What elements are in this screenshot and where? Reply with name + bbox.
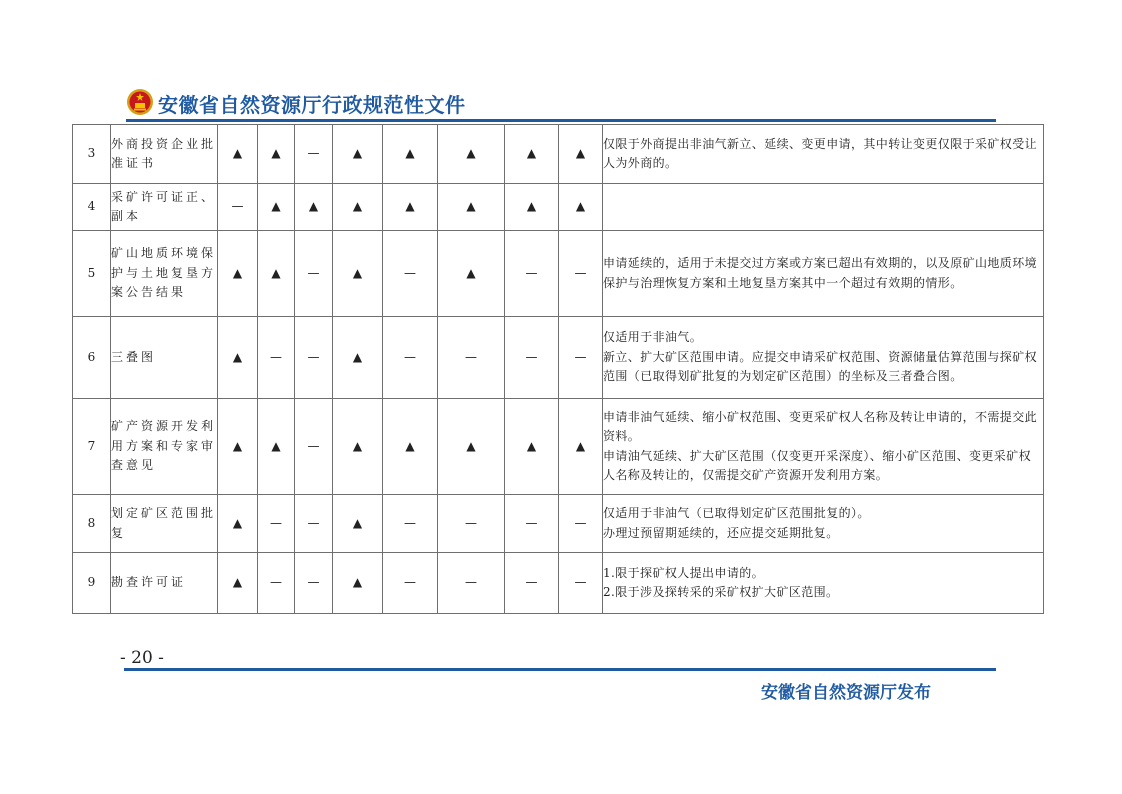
required-mark: ▲ [505, 184, 559, 231]
required-mark: ▲ [505, 125, 559, 184]
remark-line: 仅限于外商提出非油气新立、延续、变更申请，其中转让变更仅限于采矿权受让人为外商的。 [603, 136, 1038, 170]
not-required-mark: — [559, 317, 603, 399]
not-required-mark: — [438, 317, 505, 399]
page-number: - 20 - [120, 648, 164, 668]
required-mark: ▲ [383, 184, 438, 231]
table-body [73, 125, 1044, 614]
document-name: 三叠图 [111, 317, 218, 399]
row-index: 3 [73, 125, 111, 184]
required-mark: ▲ [383, 399, 438, 495]
document-title: 安徽省自然资源厅行政规范性文件 [158, 93, 466, 117]
required-mark: ▲ [559, 399, 603, 495]
required-mark: ▲ [258, 184, 295, 231]
required-mark: ▲ [383, 125, 438, 184]
not-required-mark: — [559, 231, 603, 317]
required-mark: ▲ [218, 553, 258, 614]
row-index: 9 [73, 553, 111, 614]
remark-line: 申请油气延续、扩大矿区范围（仅变更开采深度）、缩小矿区范围、变更采矿权人名称及转让的，仅需提交矿产资源开发利用方案。 [603, 448, 1032, 482]
not-required-mark: — [258, 317, 295, 399]
required-mark: ▲ [333, 399, 383, 495]
table-row [73, 184, 1044, 231]
remarks-cell [603, 317, 1044, 399]
remark-line: 仅适用于非油气（已取得划定矿区范围批复的）。 [603, 506, 870, 520]
not-required-mark: — [295, 317, 333, 399]
remarks-cell [603, 399, 1044, 495]
not-required-mark: — [505, 231, 559, 317]
not-required-mark: — [295, 553, 333, 614]
required-mark: ▲ [333, 231, 383, 317]
required-mark: ▲ [559, 184, 603, 231]
required-mark: ▲ [258, 399, 295, 495]
required-mark: ▲ [218, 399, 258, 495]
header-divider [126, 119, 996, 122]
required-mark: ▲ [333, 125, 383, 184]
required-mark: ▲ [333, 495, 383, 553]
required-mark: ▲ [218, 125, 258, 184]
not-required-mark: — [258, 495, 295, 553]
not-required-mark: — [295, 399, 333, 495]
table-row [73, 317, 1044, 399]
remarks-cell [603, 125, 1044, 184]
row-index: 5 [73, 231, 111, 317]
remark-line: 申请延续的，适用于未提交过方案或方案已超出有效期的，以及原矿山地质环境保护与治理恢复方案和土地复垦方案其中一个超过有效期的情形。 [603, 256, 1038, 290]
not-required-mark: — [559, 495, 603, 553]
not-required-mark: — [383, 231, 438, 317]
not-required-mark: — [383, 553, 438, 614]
document-name: 矿山地质环境保护与土地复垦方案公告结果 [111, 231, 218, 317]
national-emblem-icon [126, 88, 154, 116]
document-name: 矿产资源开发利用方案和专家审查意见 [111, 399, 218, 495]
remarks-cell [603, 553, 1044, 614]
required-mark: ▲ [438, 125, 505, 184]
footer-divider [124, 668, 996, 671]
remark-line: 新立、扩大矿区范围申请。应提交申请采矿权范围、资源储量估算范围与探矿权范围（已取得划矿批复的为划定矿区范围）的坐标及三者叠合图。 [603, 349, 1038, 384]
not-required-mark: — [438, 495, 505, 553]
required-mark: ▲ [438, 231, 505, 317]
remark-line: 仅适用于非油气。 [603, 330, 703, 345]
not-required-mark: — [218, 184, 258, 231]
row-index: 7 [73, 399, 111, 495]
not-required-mark: — [383, 317, 438, 399]
not-required-mark: — [258, 553, 295, 614]
required-mark: ▲ [438, 399, 505, 495]
required-mark: ▲ [333, 184, 383, 231]
remark-line: 办理过预留期延续的，还应提交延期批复。 [603, 525, 839, 540]
required-mark: ▲ [333, 553, 383, 614]
required-mark: ▲ [218, 231, 258, 317]
not-required-mark: — [295, 231, 333, 317]
remark-line: 申请非油气延续、缩小矿权范围、变更采矿权人名称及转让申请的，不需提交此资料。 [603, 409, 1038, 443]
required-mark: ▲ [218, 495, 258, 553]
row-index: 4 [73, 184, 111, 231]
required-mark: ▲ [438, 184, 505, 231]
not-required-mark: — [438, 553, 505, 614]
required-mark: ▲ [505, 399, 559, 495]
not-required-mark: — [559, 553, 603, 614]
required-mark: ▲ [333, 317, 383, 399]
not-required-mark: — [505, 317, 559, 399]
table-row [73, 399, 1044, 495]
table-row [73, 231, 1044, 317]
not-required-mark: — [505, 553, 559, 614]
remarks-cell [603, 184, 1044, 231]
row-index: 8 [73, 495, 111, 553]
required-mark: ▲ [559, 125, 603, 184]
remarks-cell [603, 495, 1044, 553]
not-required-mark: — [505, 495, 559, 553]
document-name: 外商投资企业批准证书 [111, 125, 218, 184]
table-row [73, 553, 1044, 614]
required-mark: ▲ [258, 231, 295, 317]
required-mark: ▲ [258, 125, 295, 184]
document-name: 采矿许可证正、副本 [111, 184, 218, 231]
not-required-mark: — [295, 495, 333, 553]
row-index: 6 [73, 317, 111, 399]
document-name: 勘查许可证 [111, 553, 218, 614]
requirements-table [72, 124, 1044, 614]
table-row [73, 125, 1044, 184]
required-mark: ▲ [218, 317, 258, 399]
remark-line: 2.限于涉及探转采的采矿权扩大矿区范围。 [603, 585, 839, 599]
required-mark: ▲ [295, 184, 333, 231]
table-row [73, 495, 1044, 553]
document-name: 划定矿区范围批复 [111, 495, 218, 553]
publisher-label: 安徽省自然资源厅发布 [761, 683, 931, 703]
remarks-cell [603, 231, 1044, 317]
document-header [126, 86, 996, 122]
not-required-mark: — [383, 495, 438, 553]
not-required-mark: — [295, 125, 333, 184]
remark-line: 1.限于探矿权人提出申请的。 [603, 565, 765, 580]
